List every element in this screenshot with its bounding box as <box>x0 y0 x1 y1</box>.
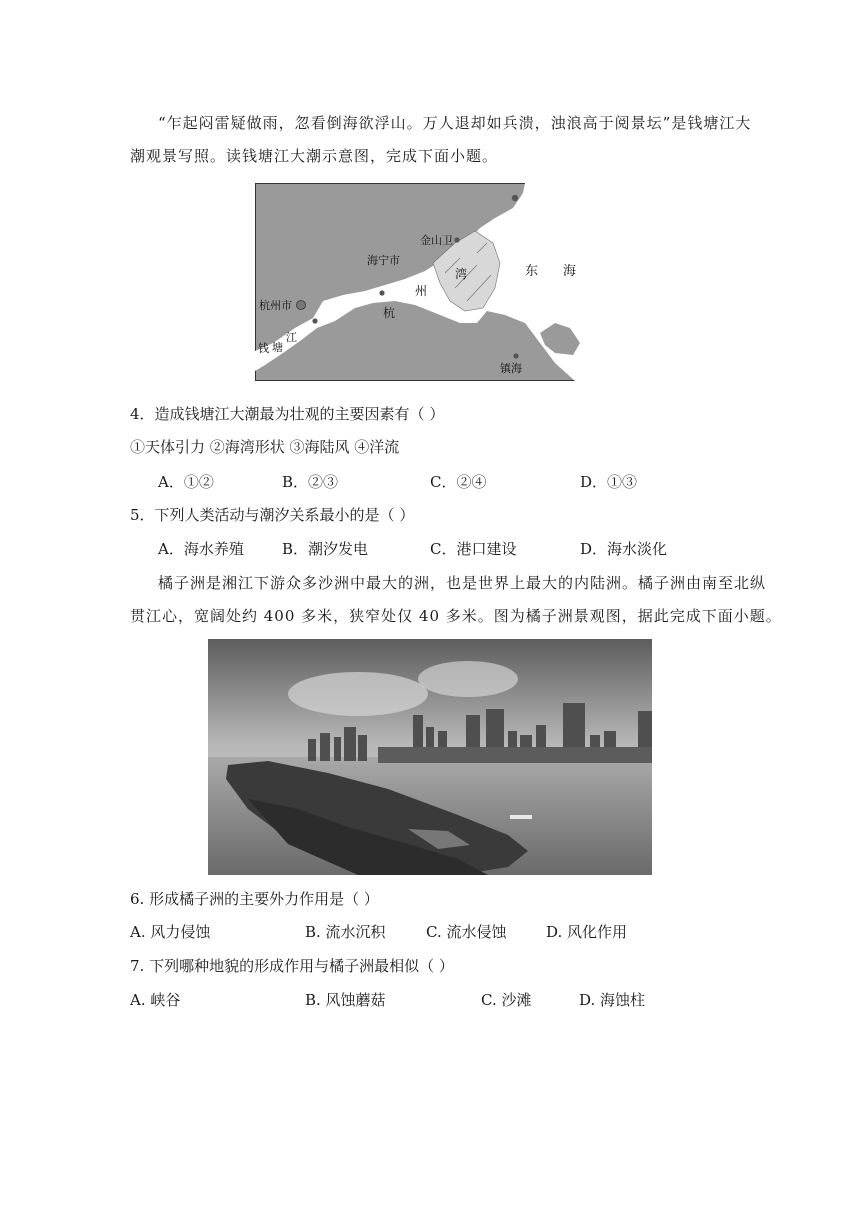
q7-option-d[interactable]: D. 海蚀柱 <box>579 991 646 1009</box>
map-label-hangzhou: 杭州市 <box>259 299 292 312</box>
q4-option-b[interactable]: B．②③ <box>282 473 339 491</box>
intro1-line2: 潮观景写照。读钱塘江大潮示意图，完成下面小题。 <box>130 147 499 165</box>
q5-stem: 5．下列人类活动与潮汐关系最小的是（ ） <box>130 506 415 524</box>
qiantang-map <box>255 183 604 381</box>
intro2-line1: 橘子洲是湘江下游众多沙洲中最大的洲，也是世界上最大的内陆洲。橘子洲由南至北纵 <box>158 574 767 592</box>
q7-option-b[interactable]: B. 风蚀蘑菇 <box>305 991 386 1009</box>
juzizhou-photo <box>208 639 652 875</box>
map-label-hang: 杭 <box>383 306 396 320</box>
intro2-line2: 贯江心，宽阔处约 400 多米，狭窄处仅 40 多米。图为橘子洲景观图，据此完成下面小题。 <box>130 607 782 625</box>
q6-option-d[interactable]: D. 风化作用 <box>546 923 628 941</box>
map-svg <box>255 183 604 381</box>
map-label-qian: 钱 <box>258 342 269 355</box>
photo-svg <box>208 639 652 875</box>
q4-option-d[interactable]: D．①③ <box>580 473 638 491</box>
q4-option-a[interactable]: A．①② <box>158 473 214 491</box>
q6-option-b[interactable]: B. 流水沉积 <box>305 923 386 941</box>
q7-stem: 7. 下列哪种地貌的形成作用与橘子洲最相似（ ） <box>130 957 454 975</box>
q5-option-b[interactable]: B．潮汐发电 <box>282 540 369 558</box>
intro1-line1: “乍起闷雷疑做雨，忽看倒海欲浮山。万人退却如兵溃，浊浪高于阅景坛”是钱塘江大 <box>158 114 752 132</box>
q6-stem: 6. 形成橘子洲的主要外力作用是（ ） <box>130 890 379 908</box>
q5-option-c[interactable]: C．港口建设 <box>430 540 517 558</box>
q5-option-a[interactable]: A．海水养殖 <box>158 540 244 558</box>
map-label-hai: 海 <box>563 264 577 279</box>
map-label-dong: 东 <box>525 264 539 279</box>
map-label-jiang: 江 <box>286 331 297 344</box>
q4-option-c[interactable]: C．②④ <box>430 473 487 491</box>
q7-option-a[interactable]: A. 峡谷 <box>130 991 181 1009</box>
map-label-jinshanwei: 金山卫 <box>420 234 453 247</box>
map-label-wan: 湾 <box>455 267 468 281</box>
q4-stem: 4．造成钱塘江大潮最为壮观的主要因素有（ ） <box>130 405 445 423</box>
q7-option-c[interactable]: C. 沙滩 <box>481 991 532 1009</box>
q4-factors: ①天体引力 ②海湾形状 ③海陆风 ④洋流 <box>130 438 400 456</box>
q6-option-c[interactable]: C. 流水侵蚀 <box>426 923 507 941</box>
map-label-haining: 海宁市 <box>367 254 400 267</box>
map-label-zhenhai: 镇海 <box>500 362 522 375</box>
q5-option-d[interactable]: D．海水淡化 <box>580 540 668 558</box>
q6-option-a[interactable]: A. 风力侵蚀 <box>130 923 211 941</box>
map-label-zhou: 州 <box>415 284 428 298</box>
map-label-tang: 塘 <box>272 341 283 354</box>
